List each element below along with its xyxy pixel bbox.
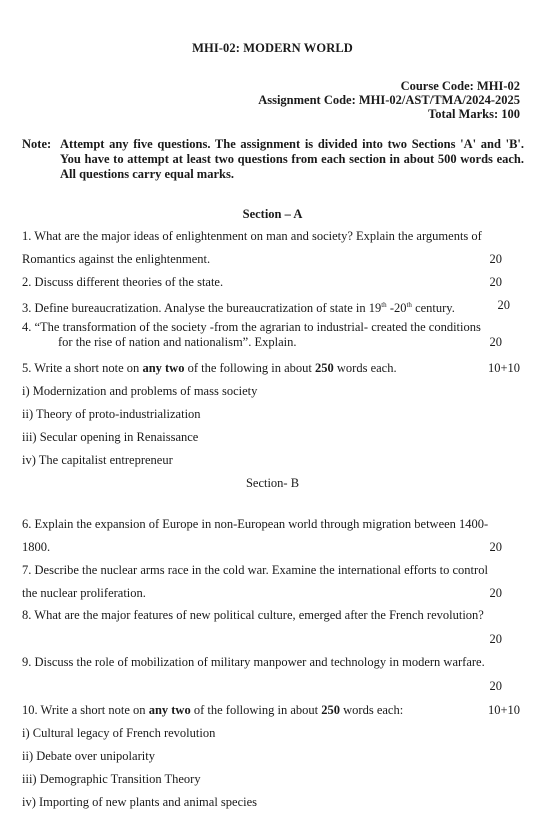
question-5-marks: 10+10 — [487, 361, 520, 375]
question-8 — [22, 607, 510, 623]
question-4-line-2: for the rise of nation and nationalism”. Explain. — [58, 335, 297, 349]
question-8-marks: 20 — [489, 632, 502, 646]
question-2 — [22, 274, 510, 290]
question-3-text-mid: -20 — [386, 301, 407, 315]
question-6 — [22, 516, 510, 532]
question-1-line-1: 1. What are the major ideas of enlightenment on man and society? Explain the arguments of — [22, 229, 482, 243]
question-10-option-2: ii) Debate over unipolarity — [22, 749, 155, 763]
question-4-marks: 20 — [489, 335, 502, 349]
question-6-line-1: 6. Explain the expansion of Europe in non-European world through migration between 1400- — [22, 517, 489, 531]
question-5-option-3: iii) Secular opening in Renaissance — [22, 430, 199, 444]
question-3-marks: 20 — [497, 298, 510, 312]
question-5-bold-2: 250 — [315, 361, 334, 375]
question-9-line-1: 9. Discuss the role of mobilization of military manpower and technology in modern warfare. — [22, 655, 485, 669]
question-10-bold-2: 250 — [321, 703, 341, 717]
question-2-marks: 20 — [489, 275, 502, 289]
question-10-option-1: i) Cultural legacy of French revolution — [22, 726, 216, 740]
question-5 — [22, 360, 520, 376]
instruction-note — [22, 137, 524, 182]
question-4 — [22, 320, 510, 350]
question-7-line-1: 7. Describe the nuclear arms race in the cold war. Examine the international efforts to control — [22, 563, 488, 577]
question-3 — [22, 297, 510, 316]
question-3-text-pre: 3. Define bureaucratization. Analyse the bureaucratization of state in 19 — [22, 301, 382, 315]
question-10-bold-1: any two — [148, 703, 191, 717]
note-text: Attempt any five questions. The assignment is divided into two Sections 'A' and 'B'. You have to attempt at least two questions from each section in about 500 words each. All questions carry equal marks. — [60, 137, 524, 181]
section-a-heading: Section – A — [242, 207, 303, 221]
question-10-option-4: iv) Importing of new plants and animal species — [22, 795, 258, 809]
question-10-text-post: words each: — [340, 703, 404, 717]
question-2-text: 2. Discuss different theories of the state. — [22, 275, 224, 289]
assignment-code: Assignment Code: MHI-02/AST/TMA/2024-2025 — [258, 93, 520, 107]
question-10-text-mid: of the following in about — [190, 703, 322, 717]
question-5-text-mid: of the following in about — [184, 361, 316, 375]
course-code: Course Code: MHI-02 — [400, 79, 520, 93]
question-5-option-4: iv) The capitalist entrepreneur — [22, 453, 173, 467]
total-marks: Total Marks: 100 — [428, 107, 520, 121]
question-5-text-pre: 5. Write a short note on — [22, 361, 143, 375]
document-title: MHI-02: MODERN WORLD — [192, 41, 353, 55]
question-3-text-post: century. — [411, 301, 455, 315]
question-3-sup-1: th — [381, 301, 387, 309]
question-5-bold-1: any two — [142, 361, 185, 375]
question-7-marks: 20 — [489, 586, 502, 600]
question-5-option-1: i) Modernization and problems of mass society — [22, 384, 258, 398]
question-3-sup-2: th — [406, 301, 412, 309]
question-10-text-pre: 10. Write a short note on — [22, 703, 149, 717]
question-1-cont — [22, 251, 510, 267]
question-4-line-1: 4. “The transformation of the society -from the agrarian to industrial- created the conditions — [22, 320, 481, 334]
question-1-line-2: Romantics against the enlightenment. — [22, 252, 211, 266]
question-5-option-2: ii) Theory of proto-industrialization — [22, 407, 201, 421]
question-1-marks: 20 — [489, 252, 502, 266]
question-6-cont — [22, 539, 510, 555]
question-5-text-post: words each. — [333, 361, 397, 375]
question-10 — [22, 702, 520, 718]
question-1 — [22, 228, 510, 244]
question-8-line-1: 8. What are the major features of new political culture, emerged after the French revolution? — [22, 608, 484, 622]
question-10-option-3: iii) Demographic Transition Theory — [22, 772, 201, 786]
question-6-line-2: 1800. — [22, 540, 51, 554]
question-7-line-2: the nuclear proliferation. — [22, 586, 146, 600]
section-b-heading: Section- B — [245, 476, 300, 490]
question-7 — [22, 562, 510, 578]
question-9 — [22, 654, 510, 670]
course-info-block — [258, 79, 520, 121]
question-7-cont — [22, 585, 510, 601]
note-label: Note: — [22, 137, 52, 151]
question-9-marks: 20 — [489, 679, 502, 693]
question-6-marks: 20 — [489, 540, 502, 554]
question-10-marks: 10+10 — [487, 703, 520, 717]
